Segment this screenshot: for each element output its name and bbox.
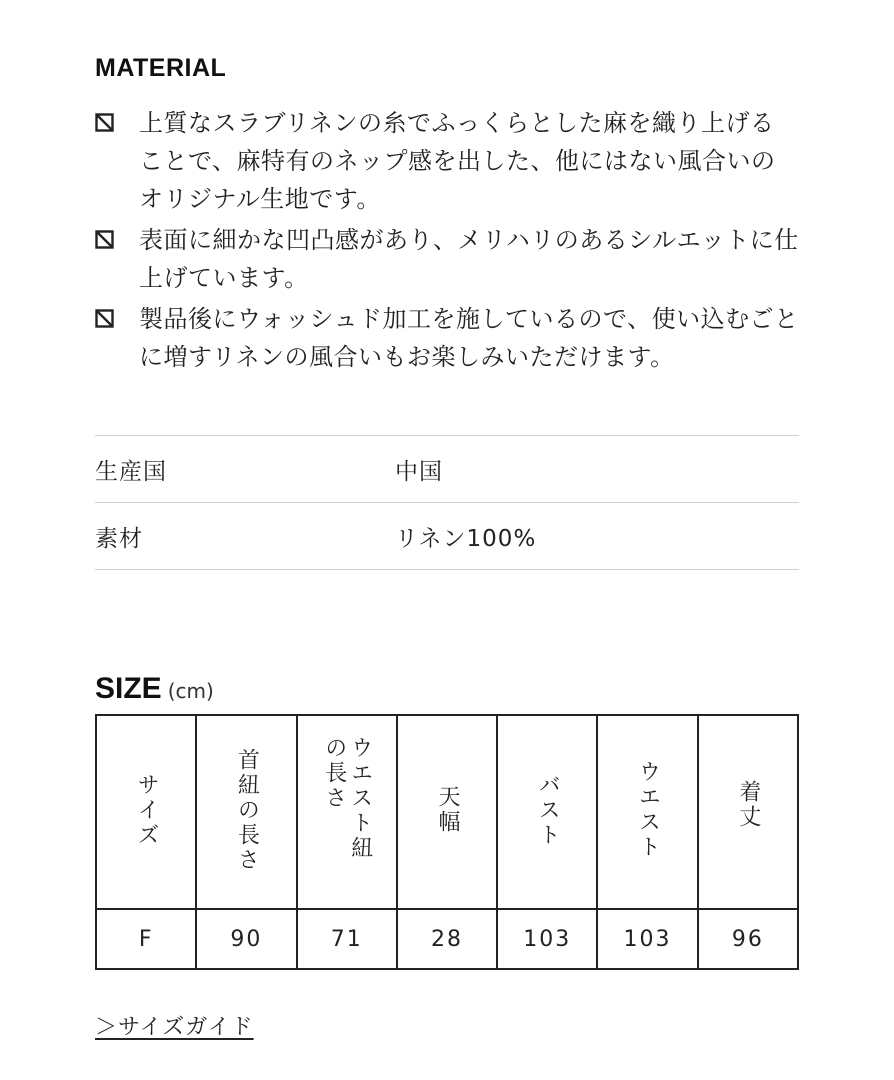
hatched-square-icon (95, 309, 114, 328)
hatched-square-icon (95, 230, 114, 249)
size-value-cell: 96 (698, 909, 798, 969)
size-header-label: 天幅 (434, 785, 460, 835)
spec-row-origin (95, 435, 799, 503)
material-title: MATERIAL (95, 54, 227, 82)
size-header-label: 首紐の長さ (234, 747, 260, 873)
spec-table (95, 435, 799, 570)
spec-value: リネン100% (395, 525, 537, 552)
size-value-cell: 90 (196, 909, 296, 969)
material-note-text: 製品後にウォッシュド加工を施しているので、使い込むごとに増すリネンの風合いもお楽しみいただけます。 (139, 305, 799, 371)
material-note-text: 上質なスラブリネンの糸でふっくらとした麻を織り上げることで、麻特有のネップ感を出した、他にはない風合いのオリジナル生地です。 (139, 109, 776, 213)
size-heading (95, 672, 214, 706)
size-value-row (96, 909, 798, 969)
spec-value: 中国 (395, 458, 443, 485)
material-note (95, 104, 799, 218)
size-header-cell (196, 715, 296, 909)
material-note (95, 221, 799, 297)
size-header-cell (497, 715, 597, 909)
size-value-cell: 103 (497, 909, 597, 969)
size-header-cell (698, 715, 798, 909)
size-header-cell (597, 715, 697, 909)
size-header-cell (397, 715, 497, 909)
size-title: SIZE (95, 672, 162, 705)
size-value-cell: 28 (397, 909, 497, 969)
size-header-row (96, 715, 798, 909)
size-header-label: ウエスト紐の長さ (321, 736, 373, 861)
spec-label: 素材 (95, 525, 143, 552)
material-notes (95, 104, 799, 379)
size-guide-link[interactable]: ＞サイズガイド (95, 1015, 254, 1040)
hatched-square-icon (95, 113, 114, 132)
material-note-text: 表面に細かな凹凸感があり、メリハリのあるシルエットに仕上げています。 (139, 226, 799, 292)
spec-label: 生産国 (95, 458, 167, 485)
size-value-cell: F (96, 909, 196, 969)
size-header-cell (96, 715, 196, 909)
size-header-label: バスト (535, 772, 561, 848)
spec-row-material (95, 503, 799, 570)
size-table (95, 714, 799, 970)
size-value-cell: 71 (297, 909, 397, 969)
size-header-label: サイズ (134, 772, 160, 848)
material-note (95, 300, 799, 376)
size-header-cell (297, 715, 397, 909)
size-value-cell: 103 (597, 909, 697, 969)
size-header-label: 着丈 (735, 780, 761, 830)
size-header-label: ウエスト (635, 760, 661, 860)
size-unit: (cm) (167, 679, 214, 703)
